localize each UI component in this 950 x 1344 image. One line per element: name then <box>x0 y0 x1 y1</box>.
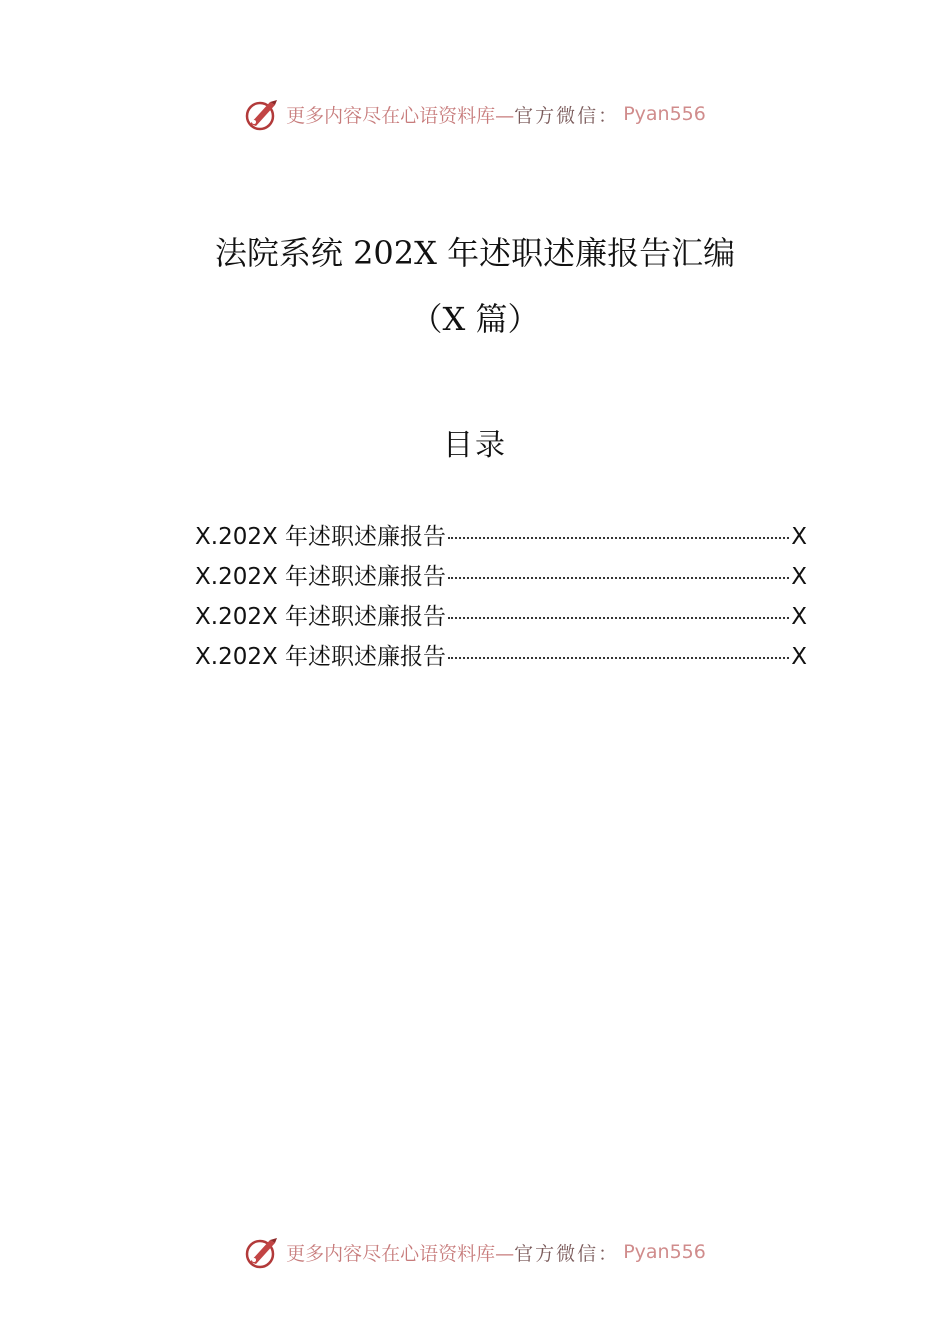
toc-item-page: X <box>791 644 807 670</box>
pen-logo-icon <box>244 1234 280 1270</box>
toc-item-page: X <box>791 524 807 550</box>
pen-logo-icon <box>244 96 280 132</box>
toc-item[interactable] <box>195 558 807 598</box>
toc-leader-dots <box>448 537 789 539</box>
watermark-wechat-id: Pyan556 <box>623 103 706 125</box>
toc-item[interactable] <box>195 598 807 638</box>
toc-heading: 目录 <box>443 428 507 463</box>
toc-item-title: X.202X 年述职述廉报告 <box>195 604 447 630</box>
toc-item-page: X <box>791 604 807 630</box>
document-subtitle: （X 篇） <box>410 300 540 338</box>
toc-item-page: X <box>791 564 807 590</box>
watermark-wechat-label: 官方微信： <box>514 1242 620 1265</box>
watermark-wechat-id: Pyan556 <box>623 1241 706 1263</box>
toc-item-title: X.202X 年述职述廉报告 <box>195 564 447 590</box>
toc-item-title: X.202X 年述职述廉报告 <box>195 644 447 670</box>
toc-leader-dots <box>448 617 789 619</box>
watermark-header <box>0 94 950 134</box>
toc-leader-dots <box>448 657 789 659</box>
toc-item[interactable] <box>195 518 807 558</box>
watermark-text: 更多内容尽在心语资料库— <box>286 104 515 127</box>
table-of-contents <box>195 518 807 678</box>
toc-item[interactable] <box>195 638 807 678</box>
watermark-wechat-label: 官方微信： <box>514 104 620 127</box>
watermark-footer <box>0 1232 950 1272</box>
document-title: 法院系统 202X 年述职述廉报告汇编 <box>214 234 736 272</box>
watermark-text: 更多内容尽在心语资料库— <box>286 1242 515 1265</box>
toc-item-title: X.202X 年述职述廉报告 <box>195 524 447 550</box>
toc-leader-dots <box>448 577 789 579</box>
